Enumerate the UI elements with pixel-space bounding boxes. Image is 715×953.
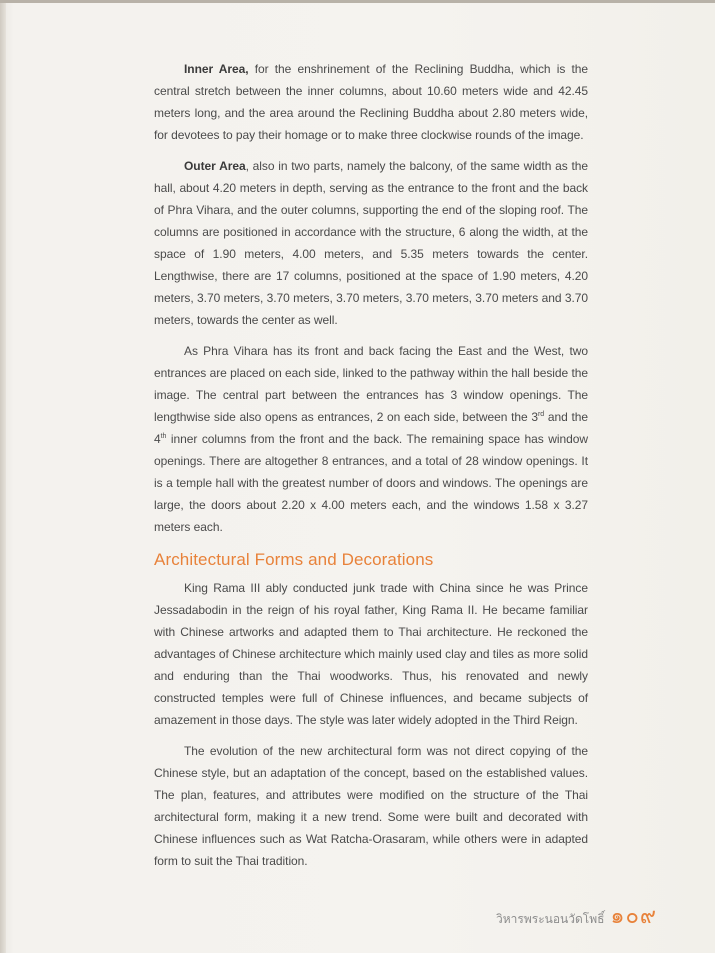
entrances-text-3: inner columns from the front and the back. The remaining space has window openings. There are altogether 8 entrances, and a total of 28 window openings. It is a temple hall with the greatest number of doors and windows. The openings are large, the doors about 2.20 x 4.00 meters each, and the windows 1.58 x 3.27 meters each. (154, 432, 588, 534)
term-outer-area: Outer Area (184, 159, 246, 173)
page-number: ๑๐๙ (610, 904, 657, 929)
article-body (154, 58, 588, 881)
entrances-text-2: and the 4 (154, 410, 588, 446)
page-footer (496, 898, 657, 933)
running-footer-title: วิหารพระนอนวัดโพธิ์ (496, 912, 605, 926)
section-heading: Architectural Forms and Decorations (154, 550, 434, 569)
page-top-edge (0, 0, 715, 3)
outer-area-text: , also in two parts, namely the balcony, of the same width as the hall, about 4.20 meters in depth, serving as the entrance to the front and the back of Phra Vihara, and the outer columns, supporting the end of the sloping roof. The columns are positioned in accordance with the structure, 6 along the width, at the space of 1.90 meters, 4.00 meters, and 5.35 meters towards the center. Lengthwise, there are 17 columns, positioned at the space of 1.90 meters, 4.20 meters, 3.70 meters, 3.70 meters, 3.70 meters, 3.70 meters, 3.70 meters and 3.70 meters, towards the center as well. (154, 159, 588, 327)
book-spine-shadow (0, 0, 6, 953)
ordinal-th: th (160, 433, 167, 440)
paragraph-evolution: The evolution of the new architectural form was not direct copying of the Chinese style, but an adaptation of the concept, based on the established values. The plan, features, and attributes were modified on the structure of the Thai architectural form, making it a new trend. Some were built and decorated with Chinese influences such as Wat Ratcha-Orasaram, while others were in adapted form to suit the Thai tradition. (154, 744, 588, 868)
term-inner-area: Inner Area, (184, 62, 249, 76)
paragraph-king-rama: King Rama III ably conducted junk trade with China since he was Prince Jessadabodin in the reign of his royal father, King Rama II. He became familiar with Chinese artworks and adapted them to Thai architecture. He reckoned the advantages of Chinese architecture which mainly used clay and tiles as more solid and enduring than the Thai woodworks. Thus, his renovated and newly constructed temples were full of Chinese influences, and became subjects of amazement in those days. The style was later widely adopted in the Third Reign. (154, 581, 588, 727)
paragraph-inner-area (154, 58, 588, 146)
ordinal-rd: rd (538, 411, 545, 418)
paragraph-entrances (154, 340, 588, 538)
paragraph-outer-area (154, 155, 588, 331)
inner-area-text: for the enshrinement of the Reclining Buddha, which is the central stretch between the inner columns, about 10.60 meters wide and 42.45 meters long, and the area around the Reclining Buddha about 2.80 meters wide, for devotees to pay their homage or to make three clockwise rounds of the image. (154, 62, 588, 142)
entrances-text-1: As Phra Vihara has its front and back facing the East and the West, two entrances are placed on each side, linked to the pathway within the hall beside the image. The central part between the entrances has 3 window openings. The lengthwise side also opens as entrances, 2 on each side, between the 3 (154, 344, 588, 424)
